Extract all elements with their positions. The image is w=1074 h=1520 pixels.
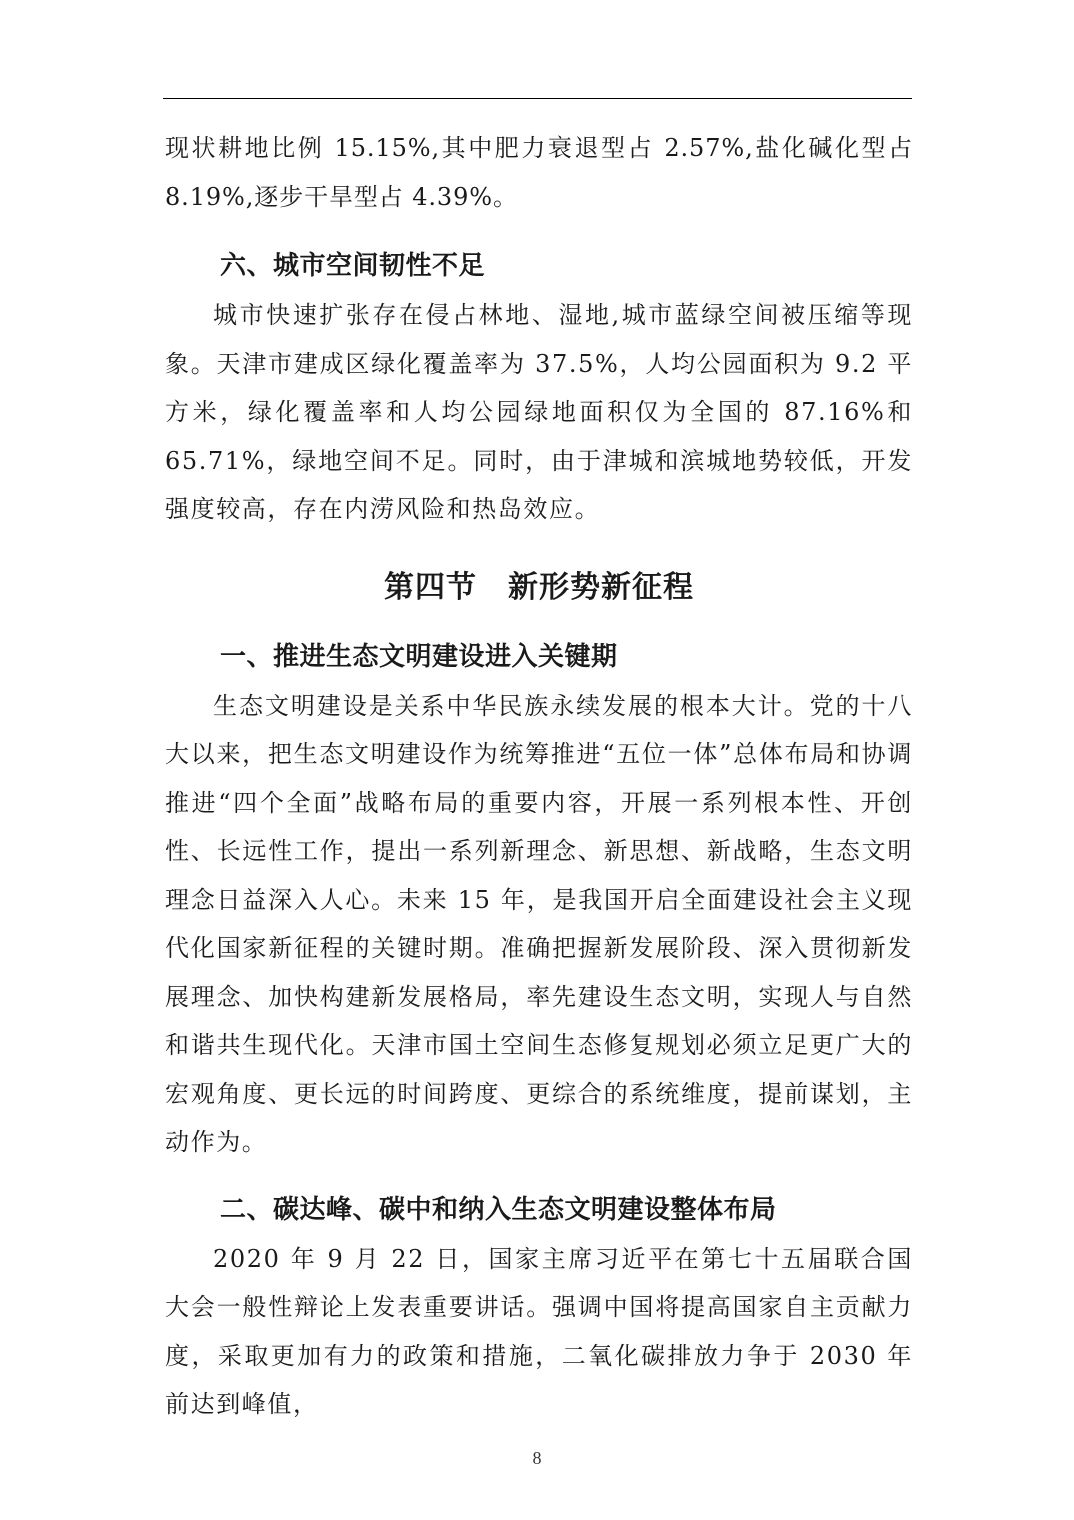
heading-ecological-civilization: 一、推进生态文明建设进入关键期 (220, 641, 618, 672)
section-title: 第四节 新形势新征程 (384, 569, 694, 605)
header-rule (163, 98, 912, 99)
heading-urban-resilience: 六、城市空间韧性不足 (220, 251, 486, 281)
heading-carbon-peak: 二、碳达峰、碳中和纳入生态文明建设整体布局 (220, 1194, 777, 1225)
paragraph-farmland: 现状耕地比例 15.15%,其中肥力衰退型占 2.57%,盐化碱化型占 8.19%,逐步干旱型占 4.39%。 (165, 134, 913, 211)
paragraph-ecological-civilization: 生态文明建设是关系中华民族永续发展的根本大计。党的十八大以来，把生态文明建设作为统筹推进“五位一体”总体布局和协调推进“四个全面”战略布局的重要内容，开展一系列根本性、开创性、长远性工作，提出一系列新理念、新思想、新战略，生态文明理念日益深入人心。未来 15 年，是我国开启全面建设社会主义现代化国家新征程的关键时期。准确把握新发展阶段、深入贯彻新发展理念、加快构建新发展格局，率先建设生态文明，实现人与自然和谐共生现代化。天津市国土空间生态修复规划必须立足更广大的宏观角度、更长远的时间跨度、更综合的系统维度，提前谋划，主动作为。 (165, 691, 913, 1156)
page-number: 8 (532, 1448, 542, 1468)
paragraph-carbon-peak: 2020 年 9 月 22 日，国家主席习近平在第七十五届联合国大会一般性辩论上发表重要讲话。强调中国将提高国家自主贡献力度，采取更加有力的政策和措施，二氧化碳排放力争于 2030 年前达到峰值， (165, 1244, 913, 1418)
page-body (165, 124, 913, 1429)
paragraph-urban-resilience: 城市快速扩张存在侵占林地、湿地,城市蓝绿空间被压缩等现象。天津市建成区绿化覆盖率为 37.5%，人均公园面积为 9.2 平方米，绿化覆盖率和人均公园绿地面积仅为全国的 87.16%和 65.71%，绿地空间不足。同时，由于津城和滨城地势较低，开发强度较高，存在内涝风险和热岛效应。 (165, 301, 913, 523)
